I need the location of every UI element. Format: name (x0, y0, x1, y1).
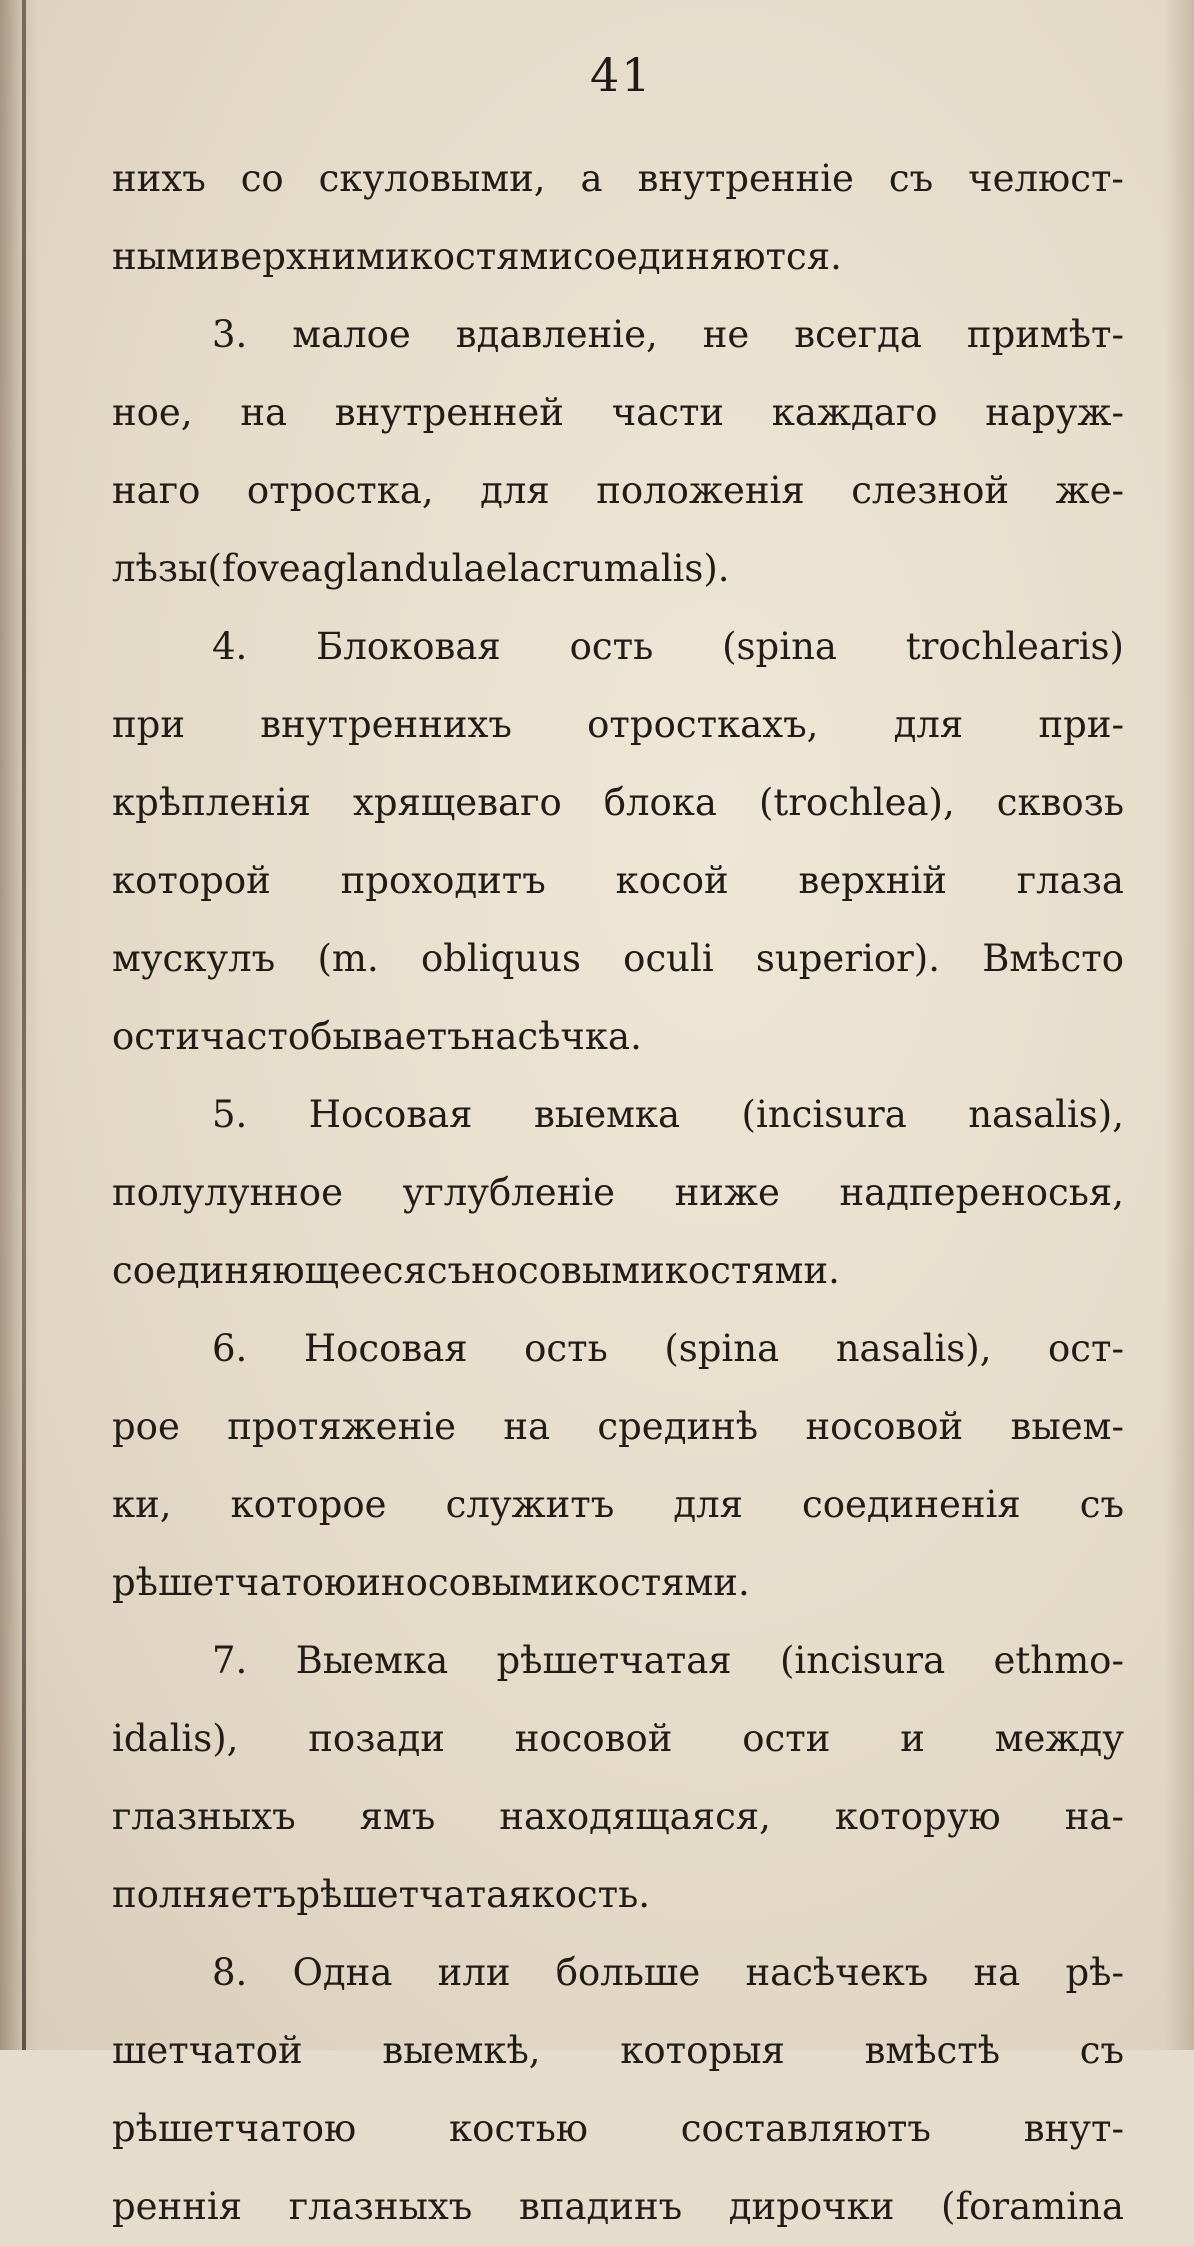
text-line-9: крѣпленія хрящеваго блока (trochlea), сквозь (112, 781, 1124, 824)
text-line-15: соединяющееся съ носовыми костями. (112, 1249, 840, 1292)
text-line-6: лѣзы (fovea glandulae lacrumalis). (112, 547, 730, 590)
text-line-13: 5. Носовая выемка (incisura nasalis), (212, 1093, 1124, 1136)
text-line-23: полняетъ рѣшетчатая кость. (112, 1873, 651, 1916)
text-line-17: рое протяженіе на срединѣ носовой выем- (112, 1405, 1124, 1448)
text-line-12: ости часто бываетъ насѣчка. (112, 1015, 642, 1058)
text-line-21: idalis), позади носовой ости и между (112, 1717, 1124, 1760)
text-line-1: нихъ со скуловыми, а внутренніе съ челюст- (112, 157, 1124, 200)
text-line-24: 8. Одна или больше насѣчекъ на рѣ- (212, 1951, 1124, 1994)
text-line-8: при внутреннихъ отросткахъ, для при- (112, 703, 1124, 746)
text-line-19: рѣшетчатою и носовыми костями. (112, 1561, 750, 1604)
text-line-18: ки, которое служитъ для соединенія съ (112, 1483, 1124, 1526)
text-line-22: глазныхъ ямъ находящаяся, которую на- (112, 1795, 1124, 1838)
body-text (112, 140, 1124, 2246)
gutter-shadow (0, 0, 40, 2050)
gutter-binding-edge (22, 0, 26, 2050)
text-line-4: ное, на внутренней части каждаго наруж- (112, 391, 1124, 434)
text-line-26: рѣшетчатою костью составляютъ внут- (112, 2107, 1124, 2150)
text-line-11: мускулъ (m. obliquus oculi superior). Вмѣсто (112, 937, 1124, 980)
text-line-25: шетчатой выемкѣ, которыя вмѣстѣ съ (112, 2029, 1124, 2072)
text-line-16: 6. Носовая ость (spina nasalis), ост- (212, 1327, 1124, 1370)
text-line-27: реннія глазныхъ впадинъ дирочки (foramina (112, 2185, 1124, 2228)
text-line-5: наго отростка, для положенія слезной же- (112, 469, 1124, 512)
text-line-2: ными верхними костями соединяются. (112, 235, 842, 278)
text-line-10: которой проходитъ косой верхній глаза (112, 859, 1124, 902)
text-line-7: 4. Блоковая ость (spina trochlearis) (212, 625, 1124, 668)
right-edge-shadow (1164, 0, 1194, 2050)
text-line-14: полулунное углубленіе ниже надпереносья, (112, 1171, 1124, 1214)
text-line-20: 7. Выемка рѣшетчатая (incisura ethmo- (212, 1639, 1124, 1682)
page-number: 41 (590, 48, 653, 102)
text-line-3: 3. малое вдавленіе, не всегда примѣт- (212, 313, 1124, 356)
